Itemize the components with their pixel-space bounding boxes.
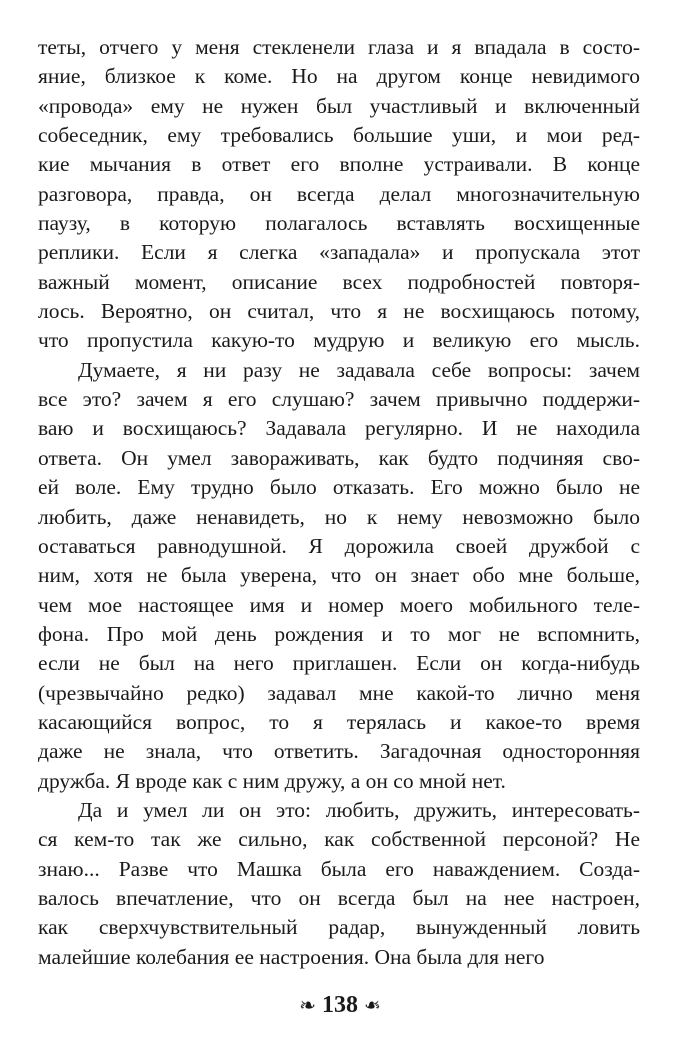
- text-line: если не был на него приглашен. Если он когда-нибудь: [38, 651, 640, 676]
- text-line: ним, хотя не была уверена, что он знает обо мне больше,: [38, 563, 640, 588]
- text-line: ответа. Он умел завораживать, как будто подчиняя сво-: [38, 445, 640, 470]
- text-line: ей воле. Ему трудно было отказать. Его можно было не: [38, 475, 640, 500]
- text-line: валось впечатление, что он всегда был на нее настроен,: [38, 885, 640, 910]
- text-line: паузу, в которую полагалось вставлять восхищенные: [38, 211, 640, 236]
- text-line: (чрезвычайно редко) задавал мне какой-то лично меня: [38, 680, 640, 705]
- text-line: лось. Вероятно, он считал, что я не восхищаюсь потому,: [38, 299, 640, 324]
- text-line: кие мычания в ответ его вполне устраивали. В конце: [38, 152, 640, 177]
- text-line: любить, даже ненавидеть, но к нему невозможно было: [38, 504, 640, 529]
- body-text: [38, 33, 640, 972]
- ornament-left-icon: ❧: [299, 995, 316, 1018]
- text-line: теты, отчего у меня стекленели глаза и я впадала в состо-: [38, 35, 640, 59]
- text-line: яние, близкое к коме. Но на другом конце невидимого: [38, 64, 640, 89]
- text-line: фона. Про мой день рождения и то мог не вспомнить,: [38, 621, 640, 646]
- text-line: малейшие колебания ее настроения. Она была для него: [38, 944, 545, 969]
- text-line: разговора, правда, он всегда делал многозначительную: [38, 181, 640, 206]
- ornament-right-icon: ❧: [364, 995, 381, 1018]
- text-line: собеседник, ему требовались большие уши, и мои ред-: [38, 123, 640, 148]
- text-line: ся кем-то так же сильно, как собственной персоной? Не: [38, 827, 640, 852]
- text-line: ваю и восхищаюсь? Задавала регулярно. И не находила: [38, 416, 640, 441]
- text-line: даже не знала, что ответить. Загадочная односторонняя: [38, 739, 640, 764]
- text-line: реплики. Если я слегка «западала» и пропускала этот: [38, 240, 640, 265]
- text-line: знаю... Разве что Машка была его наваждением. Созда-: [38, 856, 640, 881]
- text-line: дружба. Я вроде как с ним дружу, а он со мной нет.: [38, 768, 506, 793]
- text-line: чем мое настоящее имя и номер моего мобильного теле-: [38, 592, 640, 617]
- text-line: как сверхчувствительный радар, вынужденный ловить: [38, 915, 640, 940]
- text-line: все это? зачем я его слушаю? зачем привычно поддержи-: [38, 387, 640, 412]
- text-line: оставаться равнодушной. Я дорожила своей дружбой с: [38, 533, 640, 558]
- text-line: важный момент, описание всех подробностей повторя-: [38, 269, 640, 294]
- text-line: Да и умел ли он это: любить, дружить, интересовать-: [78, 797, 640, 822]
- page-number: 138: [322, 992, 358, 1018]
- text-line: «провода» ему не нужен был участливый и включенный: [38, 93, 640, 118]
- text-line: касающийся вопрос, то я терялась и какое-то время: [38, 709, 640, 734]
- page-footer: [0, 990, 680, 1021]
- text-line: Думаете, я ни разу не задавала себе вопросы: зачем: [78, 357, 640, 382]
- text-line: что пропустила какую-то мудрую и великую его мысль.: [38, 328, 640, 353]
